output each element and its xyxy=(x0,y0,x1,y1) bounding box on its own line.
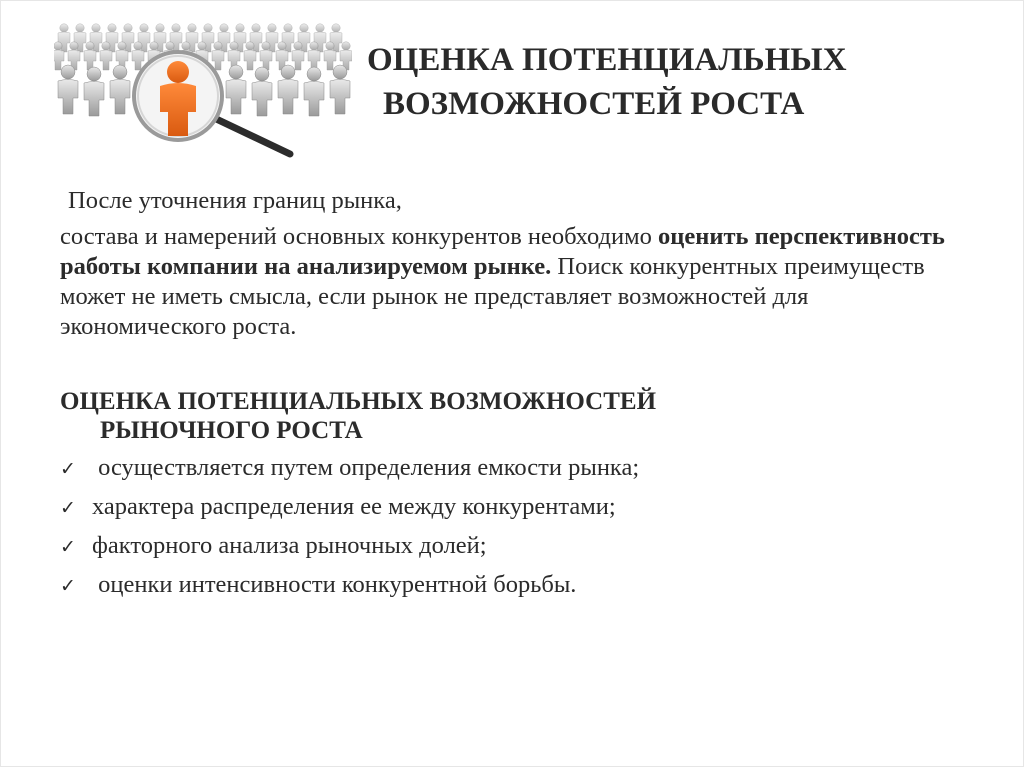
list-item xyxy=(60,527,980,566)
intro-normal-text: состава и намерений основных конкурентов необходимо xyxy=(60,223,659,250)
crowd-magnifier-icon xyxy=(54,20,352,160)
checkmark-icon: ✓ xyxy=(60,458,76,480)
page-title xyxy=(367,38,847,126)
checkmark-icon: ✓ xyxy=(60,497,76,519)
title-line-2: ВОЗМОЖНОСТЕЙ РОСТА xyxy=(383,86,805,122)
intro-bold-text: оценить перспективность работы компании на анализируемом рынке. xyxy=(60,223,945,280)
growth-section xyxy=(60,387,980,605)
list-item xyxy=(60,488,980,527)
intro-line-1: После уточнения границ рынка, xyxy=(68,187,402,214)
list-item xyxy=(60,449,980,488)
check-list xyxy=(60,449,980,605)
list-item-text: характера распределения ее между конкурентами; xyxy=(92,493,616,520)
list-item-text: оценки интенсивности конкурентной борьбы. xyxy=(92,571,577,598)
title-line-1: ОЦЕНКА ПОТЕНЦИАЛЬНЫХ xyxy=(367,42,847,78)
checkmark-icon: ✓ xyxy=(60,575,76,597)
list-item-text: осуществляется путем определения емкости рынка; xyxy=(92,454,640,481)
intro-text xyxy=(60,186,980,342)
checkmark-icon: ✓ xyxy=(60,536,76,558)
section-heading xyxy=(60,387,980,445)
intro-paragraph xyxy=(60,222,980,342)
section-heading-line-1: ОЦЕНКА ПОТЕНЦИАЛЬНЫХ ВОЗМОЖНОСТЕЙ xyxy=(60,388,657,415)
intro-tail-text: Поиск конкурентных преимуществ может не иметь смысла, если рынок не представляет возможностей для экономического роста. xyxy=(60,253,925,340)
section-heading-line-2: РЫНОЧНОГО РОСТА xyxy=(100,417,363,444)
list-item-text: факторного анализа рыночных долей; xyxy=(92,532,487,559)
list-item xyxy=(60,566,980,605)
